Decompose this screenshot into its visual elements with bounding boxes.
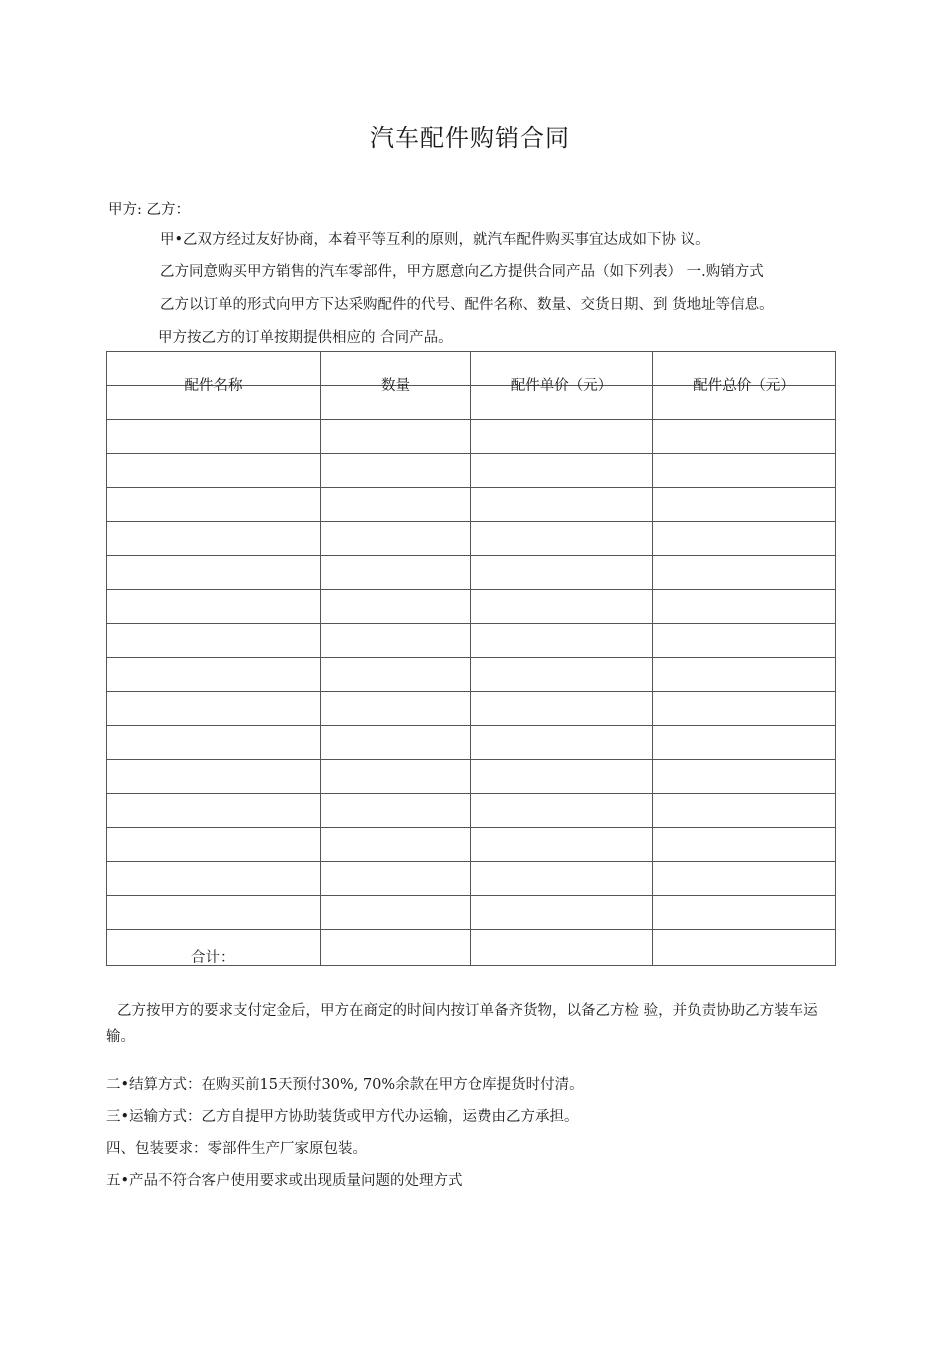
- table-row: [107, 896, 836, 930]
- header-part-name: 配件名称: [107, 352, 321, 386]
- table-cell: [107, 420, 321, 454]
- table-cell: [471, 624, 653, 658]
- table-cell: [653, 828, 836, 862]
- table-cell: [653, 590, 836, 624]
- header-total-price: 配件总价（元）: [653, 352, 836, 386]
- table-cell: [471, 726, 653, 760]
- table-cell: [321, 658, 471, 692]
- table-cell: [107, 488, 321, 522]
- table-row: [107, 454, 836, 488]
- table-row: [107, 862, 836, 896]
- table-cell: [107, 794, 321, 828]
- table-cell: [321, 896, 471, 930]
- table-cell: [321, 420, 471, 454]
- table-cell: [471, 522, 653, 556]
- table-row: [107, 420, 836, 454]
- table-cell: [471, 454, 653, 488]
- table-cell: [107, 828, 321, 862]
- table-cell: [653, 488, 836, 522]
- table-cell: [471, 590, 653, 624]
- total-label: 合计：: [191, 950, 235, 966]
- intro-line-2: 乙方同意购买甲方销售的汽车零部件，甲方愿意向乙方提供合同产品（如下列表） 一.购销方式: [160, 264, 764, 280]
- table-row: [107, 760, 836, 794]
- table-cell: [653, 522, 836, 556]
- table-cell: [321, 692, 471, 726]
- table-cell: [653, 794, 836, 828]
- table-cell: [471, 896, 653, 930]
- table-row: [107, 726, 836, 760]
- table-cell: [321, 828, 471, 862]
- table-cell: [107, 454, 321, 488]
- clause-packaging: 四、包装要求：零部件生产厂家原包装。: [106, 1141, 367, 1157]
- table-row: [107, 590, 836, 624]
- table-cell: [471, 658, 653, 692]
- header-unit-price: 配件单价（元）: [471, 352, 653, 386]
- table-cell: [107, 590, 321, 624]
- table-cell: [107, 760, 321, 794]
- table-row: [107, 488, 836, 522]
- table-cell: [471, 420, 653, 454]
- table-cell: [107, 862, 321, 896]
- table-cell: [321, 794, 471, 828]
- intro-line-4: 甲方按乙方的订单按期提供相应的 合同产品。: [158, 330, 453, 346]
- table-row: [107, 692, 836, 726]
- header-quantity: 数量: [321, 352, 471, 386]
- table-cell: [107, 658, 321, 692]
- table-row: [107, 794, 836, 828]
- table-cell: [321, 624, 471, 658]
- table-cell: [653, 624, 836, 658]
- table-cell: [321, 760, 471, 794]
- table-cell: [653, 420, 836, 454]
- clause-settlement: 二•结算方式：在购买前15天预付30%, 70%余款在甲方仓库提货时付清。: [106, 1077, 584, 1093]
- table-cell: [321, 590, 471, 624]
- table-row: [107, 522, 836, 556]
- table-cell: [321, 930, 471, 966]
- table-cell: [471, 794, 653, 828]
- delivery-paragraph: 乙方按甲方的要求支付定金后，甲方在商定的时间内按订单备齐货物，以备乙方检 验，并负责协助乙方装车运输。: [106, 1003, 818, 1045]
- table-cell: [321, 454, 471, 488]
- table-cell: [653, 930, 836, 966]
- parties-line: 甲方: 乙方：: [108, 202, 190, 218]
- table-cell: [653, 454, 836, 488]
- table-cell: [321, 522, 471, 556]
- table-cell: [107, 522, 321, 556]
- table-cell: [471, 488, 653, 522]
- table-cell: [653, 658, 836, 692]
- table-cell: [107, 692, 321, 726]
- table-cell: [471, 862, 653, 896]
- document-title: 汽车配件购销合同: [370, 124, 570, 152]
- table-header-row: [107, 352, 836, 386]
- table-cell: [321, 726, 471, 760]
- table-cell: [107, 556, 321, 590]
- table-cell: [653, 556, 836, 590]
- table-row: [107, 658, 836, 692]
- parts-table: [106, 351, 836, 966]
- table-cell: [471, 760, 653, 794]
- table-cell: [653, 692, 836, 726]
- intro-line-1: 甲•乙双方经过友好协商，本着平等互利的原则，就汽车配件购买事宜达成如下协 议。: [160, 232, 710, 248]
- clause-transport: 三•运输方式：乙方自提甲方协助装货或甲方代办运输，运费由乙方承担。: [106, 1109, 579, 1125]
- table-cell: [321, 488, 471, 522]
- table-cell: [653, 862, 836, 896]
- table-cell: [107, 896, 321, 930]
- table-cell: [471, 930, 653, 966]
- table-row: [107, 556, 836, 590]
- table-cell: [107, 624, 321, 658]
- total-label-cell: [107, 930, 321, 966]
- table-row: [107, 828, 836, 862]
- intro-line-3: 乙方以订单的形式向甲方下达采购配件的代号、配件名称、数量、交货日期、到 货地址等信息。: [160, 297, 774, 313]
- table-cell: [471, 692, 653, 726]
- table-cell: [471, 828, 653, 862]
- table-cell: [107, 726, 321, 760]
- table-cell: [471, 556, 653, 590]
- table-row: [107, 624, 836, 658]
- table-cell: [653, 726, 836, 760]
- table-total-row: [107, 930, 836, 966]
- clause-quality: 五•产品不符合客户使用要求或出现质量问题的处理方式: [106, 1173, 463, 1189]
- table-cell: [321, 556, 471, 590]
- table-cell: [653, 896, 836, 930]
- table-cell: [321, 862, 471, 896]
- table-cell: [653, 760, 836, 794]
